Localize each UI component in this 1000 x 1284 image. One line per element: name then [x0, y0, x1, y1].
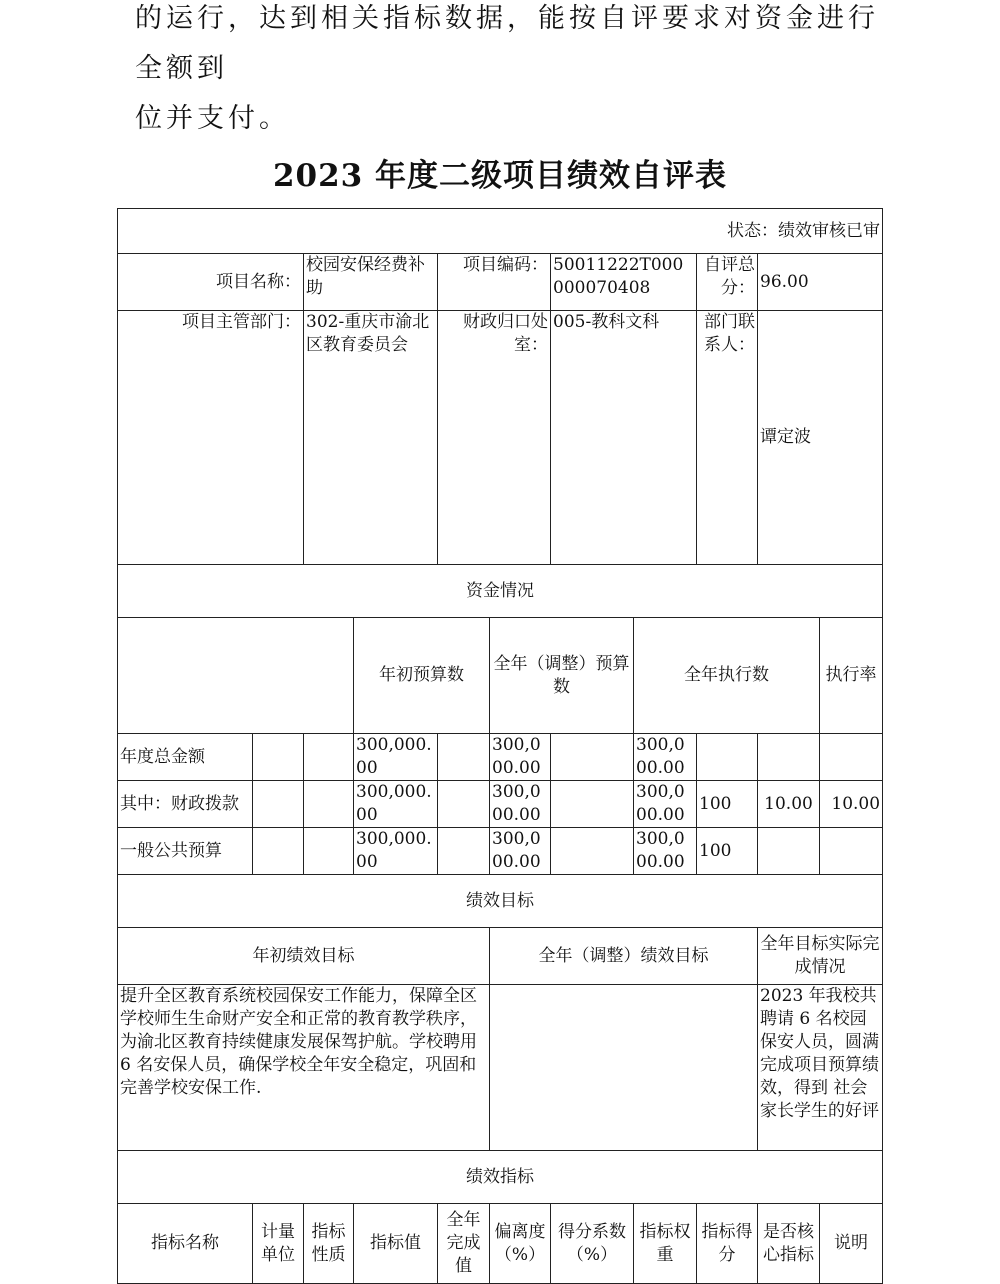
funds-adjusted-value: 300,000.00 — [490, 734, 551, 781]
funds-weight-value — [758, 734, 820, 781]
project-code-label: 项目编码： — [438, 254, 551, 311]
empty-cell — [304, 828, 354, 875]
funds-weight-value: 10.00 — [758, 781, 820, 828]
empty-cell — [438, 828, 490, 875]
goals-header-initial: 年初绩效目标 — [118, 928, 490, 985]
funds-adjusted-value: 300,000.00 — [490, 828, 551, 875]
funds-score-value — [820, 734, 883, 781]
evaluation-table — [117, 208, 883, 1284]
indicator-header-name: 指标名称 — [118, 1204, 253, 1284]
dept-value: 302-重庆市渝北区教育委员会 — [304, 311, 438, 565]
funds-row-label: 其中：财政拨款 — [118, 781, 253, 828]
indicator-header-score: 指标得分 — [697, 1204, 758, 1284]
funds-rate-value: 100 — [697, 828, 758, 875]
intro-paragraph — [135, 0, 895, 144]
indicators-section-title: 绩效指标 — [118, 1151, 883, 1204]
funds-rate-value: 100 — [697, 781, 758, 828]
empty-cell — [551, 781, 634, 828]
contact-value: 谭定波 — [758, 311, 883, 565]
office-value: 005-教科文科 — [551, 311, 697, 565]
self-score-label: 自评总分： — [697, 254, 758, 311]
funds-adjusted-value: 300,000.00 — [490, 781, 551, 828]
funds-row-label: 年度总金额 — [118, 734, 253, 781]
funds-header-adjusted: 全年（调整）预算数 — [490, 618, 634, 734]
empty-cell — [551, 828, 634, 875]
empty-cell — [551, 734, 634, 781]
indicator-header-value: 指标值 — [354, 1204, 438, 1284]
goals-header-actual: 全年目标实际完成情况 — [758, 928, 883, 985]
goals-actual-text: 2023 年我校共聘请 6 名校园保安人员，圆满完成项目预算绩效，得到 社会家长学生的好评 — [758, 985, 883, 1151]
funds-executed-value: 300,000.00 — [634, 828, 697, 875]
indicator-header-note: 说明 — [820, 1204, 883, 1284]
goals-initial-text: 提升全区教育系统校园保安工作能力，保障全区学校师生生命财产安全和正常的教育教学秩序，为渝北区教育持续健康发展保驾护航。学校聘用 6 名安保人员，确保学校全年安全稳定，巩固和完善学校安保工作. — [118, 985, 490, 1151]
funds-initial-value: 300,000.00 — [354, 828, 438, 875]
indicator-header-weight: 指标权重 — [634, 1204, 697, 1284]
funds-rate-value — [697, 734, 758, 781]
funds-header-rate: 执行率 — [820, 618, 883, 734]
funds-section-title: 资金情况 — [118, 565, 883, 618]
indicator-header-core: 是否核心指标 — [758, 1204, 820, 1284]
project-code-value: 50011222T000000070408 — [551, 254, 697, 311]
intro-line-1: 的运行，达到相关指标数据，能按自评要求对资金进行全额到 — [135, 3, 879, 84]
indicator-header-completed: 全年完成值 — [438, 1204, 490, 1284]
empty-cell — [118, 618, 354, 734]
status-cell: 状态：绩效审核已审 — [118, 209, 883, 254]
funds-score-value — [820, 828, 883, 875]
table-row — [118, 828, 883, 875]
empty-cell — [253, 734, 304, 781]
funds-row-label: 一般公共预算 — [118, 828, 253, 875]
empty-cell — [253, 781, 304, 828]
project-name-label: 项目名称： — [118, 254, 304, 311]
intro-line-2: 位并支付。 — [135, 103, 290, 134]
funds-initial-value: 300,000.00 — [354, 734, 438, 781]
funds-score-value: 10.00 — [820, 781, 883, 828]
empty-cell — [438, 781, 490, 828]
goals-header-adjusted: 全年（调整）绩效目标 — [490, 928, 758, 985]
funds-executed-value: 300,000.00 — [634, 781, 697, 828]
page-title: 2023 年度二级项目绩效自评表 — [272, 158, 728, 194]
funds-header-executed: 全年执行数 — [634, 618, 820, 734]
dept-label: 项目主管部门： — [118, 311, 304, 565]
table-row — [118, 781, 883, 828]
goals-section-title: 绩效目标 — [118, 875, 883, 928]
project-name-value: 校园安保经费补助 — [304, 254, 438, 311]
empty-cell — [304, 781, 354, 828]
office-label: 财政归口处室： — [438, 311, 551, 565]
contact-label: 部门联系人： — [697, 311, 758, 565]
goals-adjusted-text — [490, 985, 758, 1151]
indicator-header-coefficient: 得分系数（%） — [551, 1204, 634, 1284]
indicator-header-nature: 指标性质 — [304, 1204, 354, 1284]
empty-cell — [438, 734, 490, 781]
funds-weight-value — [758, 828, 820, 875]
funds-executed-value: 300,000.00 — [634, 734, 697, 781]
funds-header-initial: 年初预算数 — [354, 618, 490, 734]
funds-initial-value: 300,000.00 — [354, 781, 438, 828]
table-row — [118, 734, 883, 781]
empty-cell — [304, 734, 354, 781]
empty-cell — [253, 828, 304, 875]
indicator-header-unit: 计量单位 — [253, 1204, 304, 1284]
self-score-value: 96.00 — [758, 254, 883, 311]
indicator-header-deviation: 偏离度（%） — [490, 1204, 551, 1284]
